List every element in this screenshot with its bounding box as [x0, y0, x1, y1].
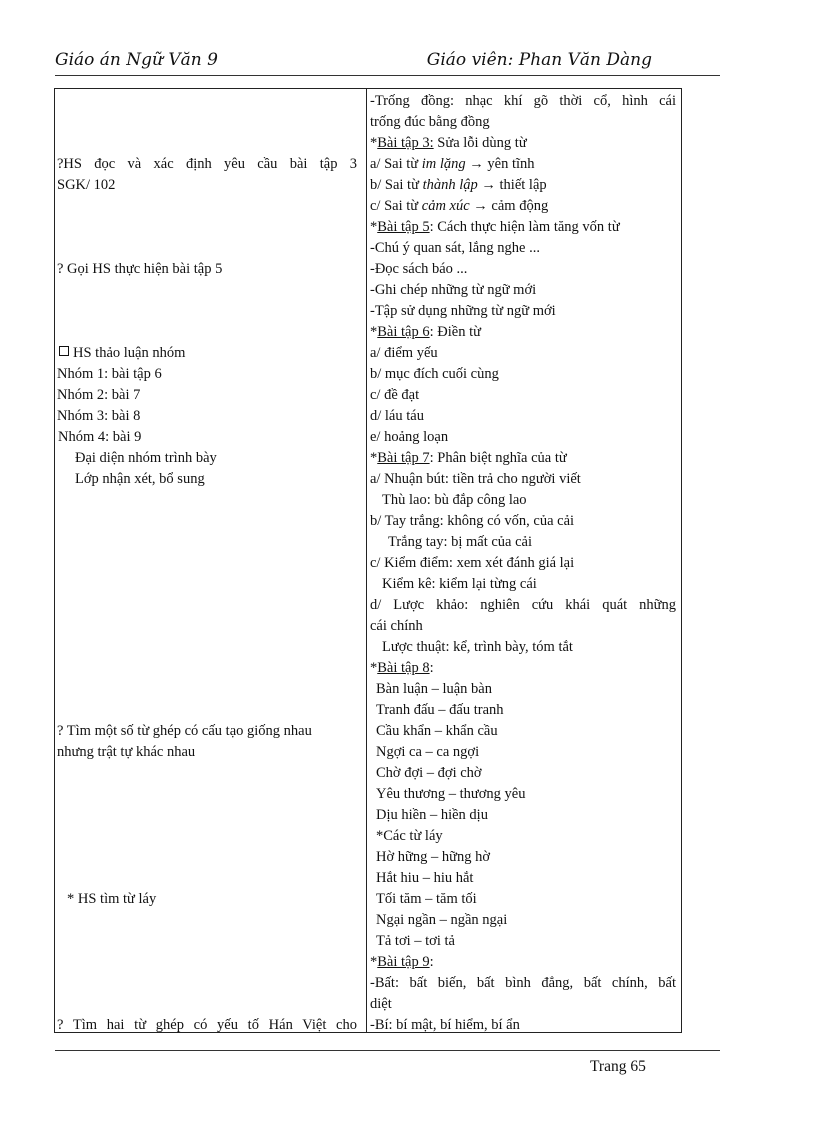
content-text: c/ đề đạt: [370, 387, 420, 403]
activity-line: [57, 385, 140, 406]
content-line: [370, 616, 423, 637]
activity-line-text: ? Tìm hai từ ghép có yếu tố Hán Việt cho: [57, 1017, 357, 1033]
activity-line: [59, 343, 185, 364]
exercise-heading: Bài tập 5: [377, 219, 430, 235]
content-line: [376, 679, 492, 700]
content-text: trống đúc bằng đồng: [370, 114, 490, 130]
activity-line: [57, 175, 115, 196]
activity-line-text: HS thảo luận nhóm: [73, 345, 186, 361]
content-text: Tối tăm – tăm tối: [376, 891, 477, 907]
content-line: [370, 217, 620, 238]
content-text: Hắt hiu – hiu hắt: [376, 870, 474, 886]
content-text: Sửa lỗi dùng từ: [433, 135, 527, 151]
content-text: → cảm động: [469, 198, 549, 214]
activity-line-text: ? Gọi HS thực hiện bài tập 5: [57, 261, 223, 277]
content-text: c/ Sai từ: [370, 198, 422, 214]
activity-line: [75, 448, 217, 469]
content-text: *: [370, 219, 378, 235]
content-line: [370, 658, 434, 679]
activity-line: [57, 154, 357, 175]
content-text: -Bất: bất biến, bất bình đẳng, bất chính, bất: [370, 975, 676, 991]
activity-line: [75, 469, 205, 490]
header-lesson-title: Giáo án Ngữ Văn 9: [55, 50, 218, 70]
content-line: [376, 805, 488, 826]
content-line: [370, 364, 499, 385]
content-text: Dịu hiền – hiền dịu: [376, 807, 488, 823]
content-line: [370, 952, 434, 973]
content-line: [376, 931, 455, 952]
content-line: [370, 322, 481, 343]
content-line: [370, 238, 540, 259]
content-line: [382, 490, 527, 511]
content-line: [376, 889, 477, 910]
activity-line: [57, 364, 162, 385]
content-text: Ngợi ca – ca ngợi: [376, 744, 480, 760]
content-line: [370, 973, 676, 994]
content-text: Tả tơi – tơi tả: [376, 933, 455, 949]
quoted-word: cảm xúc: [421, 198, 470, 214]
content-text: Yêu thương – thương yêu: [376, 786, 526, 802]
content-text: c/ Kiểm điểm: xem xét đánh giá lại: [370, 555, 575, 571]
activity-line-text: Đại diện nhóm trình bày: [75, 450, 217, 466]
content-text: -Tập sử dụng những từ ngữ mới: [370, 303, 556, 319]
activity-line-text: Lớp nhận xét, bổ sung: [75, 471, 205, 487]
activity-line: [58, 427, 141, 448]
content-text: d/ Lược khảo: nghiên cứu khái quát những: [370, 597, 676, 613]
content-line: [376, 868, 473, 889]
content-text: b/ Sai từ: [370, 177, 423, 193]
content-line: [370, 175, 547, 196]
checkbox-icon: [59, 346, 69, 356]
content-text: : Cách thực hiện làm tăng vốn từ: [429, 219, 620, 235]
page-number: Trang 65: [590, 1058, 646, 1075]
content-text: *: [370, 135, 378, 151]
content-line: [370, 427, 448, 448]
content-text: Bàn luận – luận bàn: [376, 681, 492, 697]
activity-line-text: ? Tìm một số từ ghép có cấu tạo giống nhau: [57, 723, 312, 739]
content-text: :: [429, 954, 434, 970]
content-line: [376, 742, 479, 763]
content-line: [376, 784, 525, 805]
content-line: [370, 385, 419, 406]
activity-line: [57, 742, 195, 763]
content-line: [376, 721, 498, 742]
activity-line-text: Nhóm 1: bài tập 6: [57, 366, 162, 382]
content-line: [376, 700, 504, 721]
content-text: -Bí: bí mật, bí hiểm, bí ẩn: [370, 1017, 520, 1033]
content-line: [370, 343, 438, 364]
content-line: [370, 511, 574, 532]
content-line: [376, 826, 443, 847]
content-line: [382, 574, 537, 595]
content-text: -Ghi chép những từ ngữ mới: [370, 282, 537, 298]
activity-line-text: * HS tìm từ láy: [67, 891, 157, 907]
footer-rule: [55, 1050, 720, 1051]
content-line: [370, 469, 581, 490]
content-text: a/ Nhuận bút: tiền trả cho người viết: [370, 471, 581, 487]
activity-line-text: Nhóm 3: bài 8: [57, 408, 141, 424]
content-line: [370, 595, 676, 616]
content-text: Cầu khẩn – khẩn cầu: [376, 723, 498, 739]
content-line: [376, 910, 507, 931]
content-text: Tranh đấu – đấu tranh: [376, 702, 504, 718]
content-text: b/ mục đích cuối cùng: [370, 366, 499, 382]
content-text: Lược thuật: kể, trình bày, tóm tắt: [382, 639, 573, 655]
content-line: [370, 112, 490, 133]
content-line: [382, 637, 573, 658]
activity-line: [57, 406, 140, 427]
content-text: Hờ hững – hững hờ: [376, 849, 491, 865]
content-line: [370, 448, 567, 469]
content-text: : Phân biệt nghĩa của từ: [429, 450, 567, 466]
quoted-word: im lặng: [421, 156, 466, 172]
activity-line: [67, 889, 156, 910]
content-line: [370, 91, 676, 112]
content-text: *: [370, 450, 378, 466]
content-text: d/ láu táu: [370, 408, 424, 424]
activity-line-text: Nhóm 4: bài 9: [58, 429, 142, 445]
exercise-heading: Bài tập 8: [377, 660, 430, 676]
content-text: b/ Tay trắng: không có vốn, của cải: [370, 513, 575, 529]
activity-line: [57, 259, 222, 280]
content-text: : Điền từ: [429, 324, 481, 340]
content-text: -Chú ý quan sát, lắng nghe ...: [370, 240, 540, 256]
column-divider: [366, 89, 367, 1032]
content-line: [370, 259, 467, 280]
activity-line: [57, 1015, 357, 1036]
content-text: :: [429, 660, 434, 676]
content-text: Ngại ngần – ngần ngại: [376, 912, 508, 928]
content-text: Trắng tay: bị mất của cải: [388, 534, 533, 550]
header-teacher-name: Giáo viên: Phan Văn Dàng: [426, 50, 652, 70]
content-text: diệt: [370, 996, 392, 1012]
content-text: *Các từ láy: [376, 828, 443, 844]
content-line: [370, 280, 536, 301]
content-text: a/ Sai từ: [370, 156, 422, 172]
activity-line: [57, 721, 312, 742]
content-text: -Trống đồng: nhạc khí gõ thời cổ, hình cái: [370, 93, 676, 109]
activity-line-text: Nhóm 2: bài 7: [57, 387, 141, 403]
exercise-heading: Bài tập 9: [377, 954, 430, 970]
content-text: e/ hoảng loạn: [370, 429, 449, 445]
activity-line-text: nhưng trật tự khác nhau: [57, 744, 196, 760]
content-text: *: [370, 660, 378, 676]
activity-line-text: SGK/ 102: [57, 177, 116, 193]
page-header: [55, 50, 720, 74]
content-text: -Đọc sách báo ...: [370, 261, 468, 277]
content-line: [370, 301, 556, 322]
content-line: [388, 532, 532, 553]
content-line: [376, 763, 482, 784]
content-line: [370, 196, 548, 217]
content-text: Kiểm kê: kiểm lại từng cái: [382, 576, 537, 592]
content-text: *: [370, 324, 378, 340]
content-text: → thiết lập: [477, 177, 547, 193]
exercise-heading: Bài tập 6: [377, 324, 430, 340]
content-line: [370, 1015, 520, 1036]
content-line: [370, 553, 574, 574]
content-text: cái chính: [370, 618, 423, 634]
quoted-word: thành lập: [422, 177, 478, 193]
exercise-heading: Bài tập 7: [377, 450, 430, 466]
header-rule: [55, 75, 720, 76]
content-line: [370, 406, 424, 427]
content-line: [370, 994, 392, 1015]
content-text: *: [370, 954, 378, 970]
exercise-heading: Bài tập 3:: [377, 135, 434, 151]
content-text: → yên tĩnh: [465, 156, 535, 172]
content-line: [370, 154, 535, 175]
content-line: [376, 847, 490, 868]
activity-line-text: ?HS đọc và xác định yêu cầu bài tập 3: [57, 156, 357, 172]
content-text: a/ điểm yếu: [370, 345, 438, 361]
content-text: Chờ đợi – đợi chờ: [376, 765, 482, 781]
lesson-table: [54, 88, 682, 1033]
content-text: Thù lao: bù đắp công lao: [382, 492, 527, 508]
content-line: [370, 133, 527, 154]
